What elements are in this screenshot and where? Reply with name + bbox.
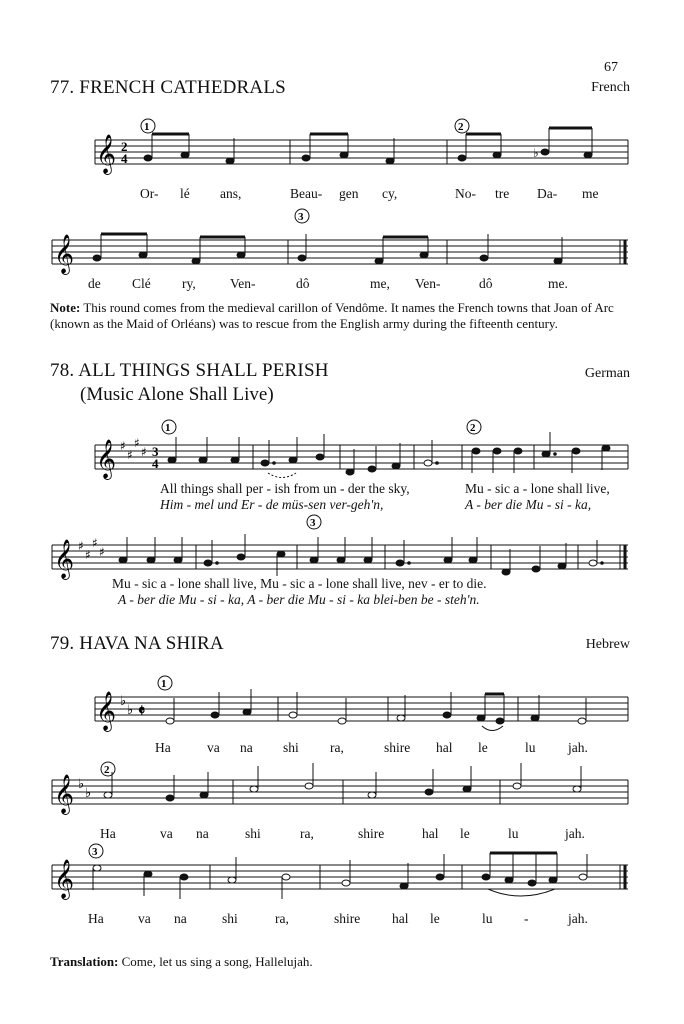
svg-text:♭: ♭	[85, 786, 92, 801]
treble-clef-icon: 𝄞	[54, 539, 75, 579]
svg-text:♭: ♭	[78, 777, 85, 792]
song-78-title: 78. ALL THINGS SHALL PERISH	[50, 360, 329, 381]
lyric: ra,	[300, 826, 314, 841]
lyric: Beau-	[290, 186, 323, 201]
svg-text:♭: ♭	[533, 146, 539, 160]
lyric: Ven-	[415, 276, 441, 291]
note-label: Note:	[50, 300, 81, 315]
lyric: hal	[392, 911, 409, 926]
song-78-origin: German	[584, 366, 630, 381]
round-mark-3: 3	[92, 846, 98, 858]
svg-text:♯: ♯	[141, 445, 147, 459]
lyric: le	[478, 740, 488, 755]
song-79-translation	[50, 954, 634, 970]
lyric: me	[582, 186, 599, 201]
lyric: shire	[358, 826, 385, 841]
song-79-title: 79. HAVA NA SHIRA	[50, 633, 224, 654]
song-79-notes-3	[93, 853, 587, 899]
translation-label: Translation:	[50, 954, 119, 969]
song-77-origin: French	[591, 80, 630, 95]
lyric: Ven-	[230, 276, 256, 291]
lyric: na	[174, 911, 187, 926]
svg-text:♭: ♭	[127, 703, 134, 718]
lyric: lu	[508, 826, 519, 841]
lyric: ra,	[330, 740, 344, 755]
lyric: va	[160, 826, 173, 841]
svg-text:♯: ♯	[92, 536, 98, 550]
lyric: Clé	[132, 276, 151, 291]
treble-clef-icon: 𝄞	[96, 439, 117, 479]
song-79-notes-1	[166, 689, 586, 724]
round-mark-2: 2	[104, 764, 110, 776]
cut-time-icon: 𝄵	[138, 701, 146, 720]
lyric: lu	[525, 740, 536, 755]
lyric-de-3: A - ber die Mu - si - ka, A - ber die Mu - si - ka blei-ben be - steh'n.	[118, 592, 480, 607]
round-mark-1: 1	[161, 678, 167, 690]
lyric: me.	[548, 276, 568, 291]
lyric: shire	[384, 740, 411, 755]
treble-clef-icon: 𝄞	[96, 134, 117, 174]
lyric-en-2: Mu - sic a - lone shall live,	[465, 481, 610, 496]
lyric: hal	[436, 740, 453, 755]
lyric: lé	[180, 186, 190, 201]
lyric-en-1: All things shall per - ish from un - der the sky,	[160, 481, 410, 496]
lyric: de	[88, 276, 101, 291]
svg-text:♯: ♯	[134, 436, 140, 450]
round-mark-2: 2	[458, 121, 464, 133]
svg-text:♯: ♯	[127, 448, 133, 462]
time-sig-top: 3	[152, 444, 159, 459]
lyric: tre	[495, 186, 510, 201]
lyric-de-1: Him - mel und Er - de müs-sen ver-geh'n,	[160, 497, 384, 512]
song-77-note	[50, 300, 634, 331]
lyric: ry,	[182, 276, 196, 291]
lyric: shi	[222, 911, 238, 926]
song-78-notes-2	[119, 534, 603, 576]
treble-clef-icon: 𝄞	[96, 691, 117, 731]
lyric: No-	[455, 186, 476, 201]
lyric: na	[196, 826, 209, 841]
time-sig-bottom: 4	[121, 151, 128, 166]
lyric: jah.	[565, 826, 585, 841]
note-text: This round comes from the medieval carillon of Vendôme. It names the French towns that Joan of Arc (known as the Maid of Orléans) was to rescue from the English army during the fifteenth century.	[50, 300, 614, 331]
svg-text:♯: ♯	[120, 439, 126, 453]
song-78-subtitle: (Music Alone Shall Live)	[80, 384, 274, 405]
time-sig-bottom: 4	[152, 456, 159, 471]
song-79-origin: Hebrew	[585, 637, 630, 652]
lyric: le	[430, 911, 440, 926]
round-mark-3: 3	[310, 517, 316, 529]
treble-clef-icon: 𝄞	[54, 774, 75, 814]
lyric: shi	[245, 826, 261, 841]
lyric: me,	[370, 276, 390, 291]
round-mark-3: 3	[298, 211, 304, 223]
lyric: shi	[283, 740, 299, 755]
lyric-en-3: Mu - sic a - lone shall live, Mu - sic a - lone shall live, nev - er to die.	[112, 576, 487, 591]
svg-text:♯: ♯	[99, 545, 105, 559]
treble-clef-icon: 𝄞	[54, 859, 75, 899]
svg-text:♯: ♯	[78, 539, 84, 553]
round-mark-1: 1	[144, 121, 150, 133]
lyric-de-2: A - ber die Mu - si - ka,	[465, 497, 592, 512]
lyric: lu	[482, 911, 493, 926]
lyric: jah.	[568, 911, 588, 926]
lyric: ra,	[275, 911, 289, 926]
song-77-notes-2	[93, 234, 562, 264]
time-sig-top: 2	[121, 139, 128, 154]
lyric: dô	[479, 276, 493, 291]
round-mark-2: 2	[470, 422, 476, 434]
lyric: va	[138, 911, 151, 926]
lyric: dô	[296, 276, 310, 291]
svg-text:♯: ♯	[85, 548, 91, 562]
svg-text:♭: ♭	[120, 694, 127, 709]
lyric: Ha	[155, 740, 171, 755]
lyric: ans,	[220, 186, 242, 201]
lyric: Da-	[537, 186, 558, 201]
lyric: na	[240, 740, 253, 755]
round-mark-1: 1	[165, 422, 171, 434]
page-number: 67	[604, 60, 618, 75]
lyric: hal	[422, 826, 439, 841]
lyric: shire	[334, 911, 361, 926]
lyric: Or-	[140, 186, 159, 201]
lyric: Ha	[100, 826, 116, 841]
song-77-title: 77. FRENCH CATHEDRALS	[50, 77, 286, 98]
lyric: va	[207, 740, 220, 755]
lyric: gen	[339, 186, 359, 201]
lyric: Ha	[88, 911, 104, 926]
lyric: -	[524, 911, 529, 926]
lyric: cy,	[382, 186, 398, 201]
lyric: jah.	[568, 740, 588, 755]
song-79-score	[0, 665, 684, 940]
lyric: le	[460, 826, 470, 841]
treble-clef-icon: 𝄞	[54, 234, 75, 274]
translation-text: Come, let us sing a song, Hallelujah.	[121, 954, 313, 969]
